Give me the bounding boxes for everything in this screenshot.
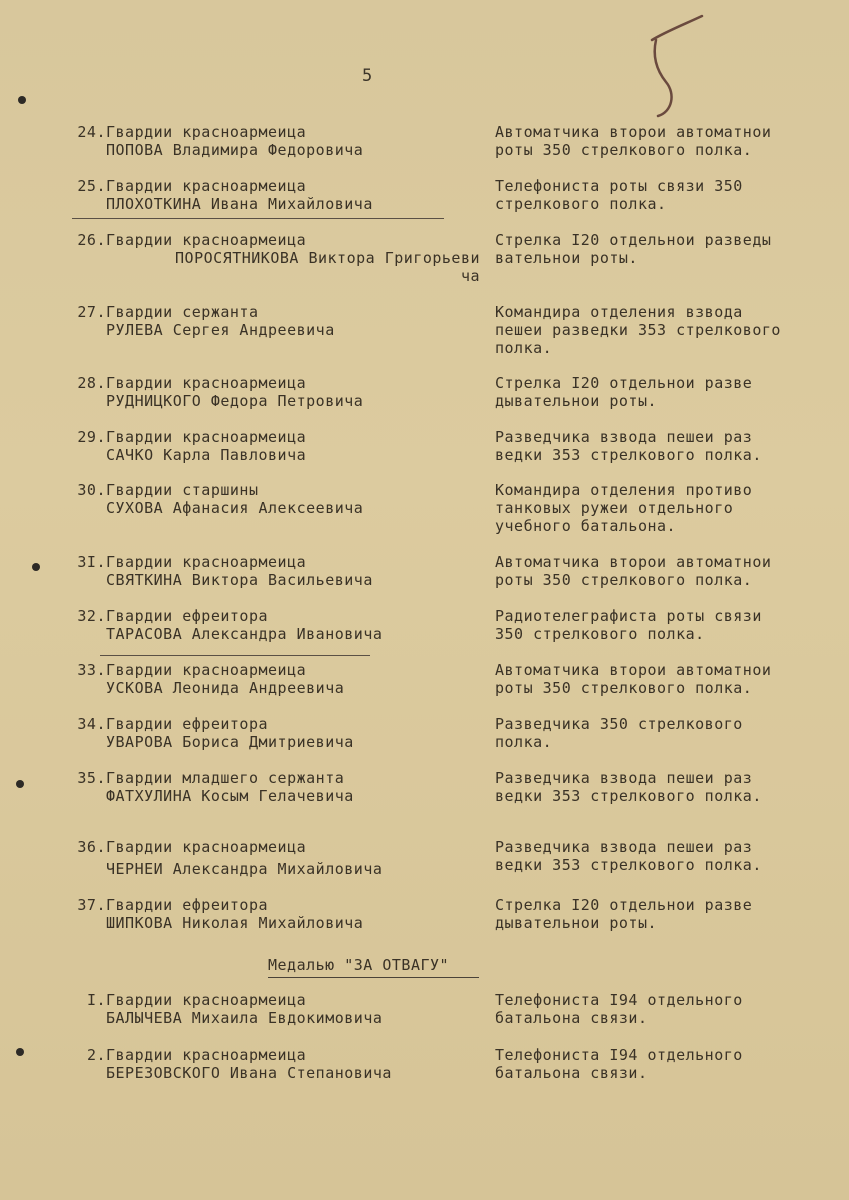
entry-rank: Гвардии ефреитора [106,607,269,625]
entry-name: ПЛОХОТКИНА Ивана Михайловича [106,195,373,213]
entry-unit: Автоматчика второи автоматнои роты 350 стрелкового полка. [495,123,772,159]
entry-number: I. [86,991,106,1009]
entry-rank: Гвардии старшины [106,481,259,499]
entry-name: УСКОВА Леонида Андреевича [106,679,345,697]
entry-unit: Радиотелеграфиста роты связи 350 стрелкового полка. [495,607,762,643]
entry-name: СВЯТКИНА Виктора Васильевича [106,571,373,589]
entry-rank: Гвардии красноармеица [106,661,307,679]
entry-rank: Гвардии красноармеица [106,231,307,249]
binder-hole-mark [32,563,40,571]
entry-unit: Стрелка I20 отдельнои разведы вательнои роты. [495,231,772,267]
entry-rank: Гвардии красноармеица [106,1046,307,1064]
entry-rank: Гвардии сержанта [106,303,259,321]
entry-number: 29. [77,428,106,446]
entry-unit: Разведчика 350 стрелкового полка. [495,715,743,751]
entry-rank: Гвардии ефреитора [106,715,269,733]
entry-rank: Гвардии красноармеица [106,177,307,195]
entry-rank: Гвардии младшего сержанта [106,769,345,787]
medal-heading: Медалью "ЗА ОТВАГУ" [268,956,479,978]
page-number: 5 [362,66,373,86]
entry-name: УВАРОВА Бориса Дмитриевича [106,733,354,751]
entry-unit: Телефониста I94 отдельного батальона связи. [495,991,743,1027]
entry-name: ТАРАСОВА Александра Ивановича [106,625,383,643]
entry-number: 37. [77,896,106,914]
entry-number: 24. [77,123,106,141]
entry-unit: Телефониста роты связи 350 стрелкового полка. [495,177,743,213]
entry-rank: Гвардии красноармеица [106,374,307,392]
entry-number: 28. [77,374,106,392]
entry-unit: Командира отделения взвода пешеи разведки 353 стрелкового полка. [495,303,781,357]
entry-rank: Гвардии красноармеица [106,428,307,446]
entry-number: 32. [77,607,106,625]
entry-number: 36. [77,838,106,856]
entry-name: ПОРОСЯТНИКОВА Виктора Григорьеви ча [175,249,480,285]
entry-rank: Гвардии красноармеица [106,553,307,571]
entry-rank: Гвардии ефреитора [106,896,269,914]
entry-name: РУДНИЦКОГО Федора Петровича [106,392,364,410]
entry-name: САЧКО Карла Павловича [106,446,307,464]
entry-number: 3I. [77,553,106,571]
entry-rank: Гвардии красноармеица [106,838,307,856]
entry-name: ШИПКОВА Николая Михайловича [106,914,364,932]
entry-number: 2. [86,1046,106,1064]
entry-unit: Разведчика взвода пешеи раз ведки 353 стрелкового полка. [495,838,762,874]
entry-unit: Разведчика взвода пешеи раз ведки 353 стрелкового полка. [495,769,762,805]
entry-unit: Автоматчика второи автоматнои роты 350 стрелкового полка. [495,661,772,697]
entry-number: 33. [77,661,106,679]
entry-number: 30. [77,481,106,499]
handwritten-page-mark [630,10,710,120]
entry-rank: Гвардии красноармеица [106,123,307,141]
entry-number: 25. [77,177,106,195]
entry-rank: Гвардии красноармеица [106,991,307,1009]
entry-name: ФАТХУЛИНА Косым Гелачевича [106,787,354,805]
pencil-underline [100,655,370,656]
entry-unit: Стрелка I20 отдельнои разве дывательнои роты. [495,374,753,410]
entry-number: 26. [77,231,106,249]
entry-number: 34. [77,715,106,733]
entry-unit: Командира отделения противо танковых ружеи отдельного учебного батальона. [495,481,753,535]
entry-number: 35. [77,769,106,787]
entry-unit: Стрелка I20 отдельнои разве дывательнои роты. [495,896,753,932]
entry-name: БАЛЫЧЕВА Михаила Евдокимовича [106,1009,383,1027]
entry-name: ПОПОВА Владимира Федоровича [106,141,364,159]
entry-name: СУХОВА Афанасия Алексеевича [106,499,364,517]
entry-unit: Разведчика взвода пешеи раз ведки 353 стрелкового полка. [495,428,762,464]
entry-unit: Автоматчика второи автоматнои роты 350 стрелкового полка. [495,553,772,589]
pencil-underline [72,218,444,219]
entry-name: БЕРЕЗОВСКОГО Ивана Степановича [106,1064,392,1082]
binder-hole-mark [16,780,24,788]
entry-number: 27. [77,303,106,321]
binder-hole-mark [18,96,26,104]
entry-name: ЧЕРНЕИ Александра Михайловича [106,860,383,878]
entry-name: РУЛЕВА Сергея Андреевича [106,321,335,339]
entry-unit: Телефониста I94 отдельного батальона связи. [495,1046,743,1082]
binder-hole-mark [16,1048,24,1056]
